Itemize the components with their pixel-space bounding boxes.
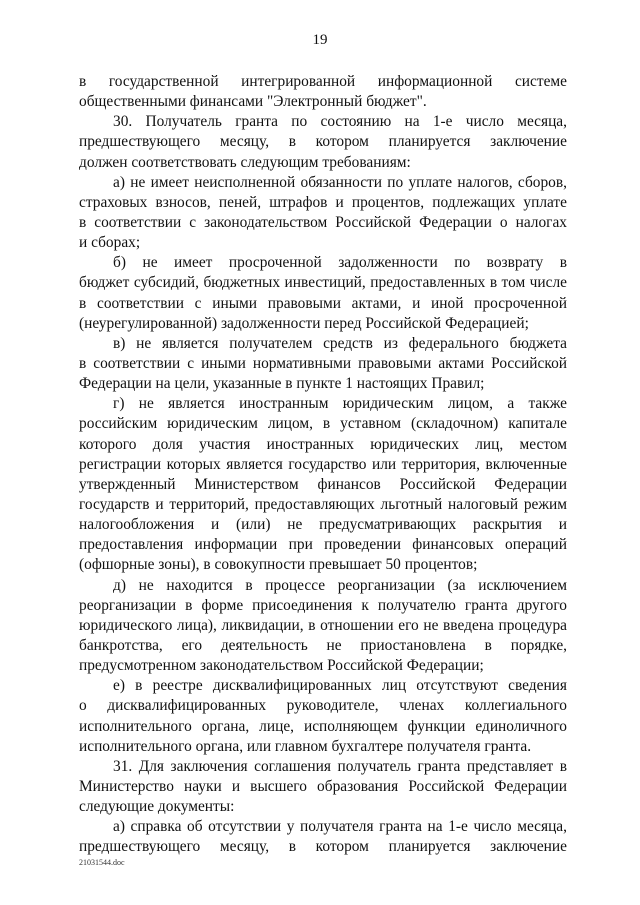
text-line: Министерство науки и высшего образования Российской Федерации [79,777,567,795]
text-line: исполнительного органа, лице, исполняющем функции единоличного [79,717,567,735]
text-line: в соответствии с иными правовыми актами, и иной просроченной [79,294,567,312]
text-line: в соответствии с законодательством Российской Федерации о налогах [79,213,567,231]
text-line: (неурегулированной) задолженности перед Российской Федерацией; [79,314,529,332]
text-line: 30. Получатель гранта по состоянию на 1-е число месяца, [113,113,567,131]
text-line: и сборах; [79,234,141,252]
page-number: 19 [312,32,328,48]
text-line: в государственной интегрированной информационной системе [79,73,567,90]
text-line: государств и территорий, предоставляющих льготный налоговый режим [79,495,567,513]
text-line: д) не находится в процессе реорганизации (за исключением [113,576,567,594]
text-line: следующие документы: [79,798,235,816]
text-line: (офшорные зоны), в совокупности превышает 50 процентов; [79,556,478,574]
text-line: должен соответствовать следующим требованиям: [79,153,411,171]
text-line: г) не является иностранным юридическим лицом, а также [113,395,567,413]
text-line: б) не имеет просроченной задолженности по возврату в [113,254,567,272]
text-line: юридического лица), ликвидации, в отношении его не введена процедура [79,616,567,634]
text-line: российским юридическим лицом, в уставном (складочном) капитале [79,415,567,433]
text-line: общественными финансами "Электронный бюджет". [79,93,427,111]
document-body [79,72,567,857]
text-line: бюджет субсидий, бюджетных инвестиций, предоставленных в том числе [79,274,567,292]
text-line: в соответствии с иными нормативными правовыми актами Российской [79,354,567,372]
text-line: утвержденный Министерством финансов Российской Федерации [79,475,567,493]
text-line: реорганизации в форме присоединения к получателю гранта другого [79,596,567,614]
text-line: банкротства, его деятельность не приостановлена в порядке, [79,636,567,654]
file-footer: 21031544.doc [79,858,125,867]
text-line: страховых взносов, пеней, штрафов и процентов, подлежащих уплате [79,193,567,211]
text-line: в) не является получателем средств из федерального бюджета [113,334,567,352]
text-line: налогообложения и (или) не предусматривающих раскрытия и [79,516,567,534]
text-line: предусмотренном законодательством Российской Федерации; [79,657,484,675]
text-line: о дисквалифицированных руководителе, членах коллегиального [79,697,567,715]
text-line: предшествующего месяцу, в котором планируется заключение [79,838,567,856]
text-line: 31. Для заключения соглашения получатель гранта представляет в [113,757,567,775]
text-line: Федерации на цели, указанные в пункте 1 настоящих Правил; [79,375,485,393]
text-line: регистрации которых является государство или территория, включенные [79,455,567,473]
text-line: которого доля участия иностранных юридических лиц, местом [79,435,567,453]
text-line: исполнительного органа, или главном бухгалтере получателя гранта. [79,737,532,755]
text-line: предоставления информации при проведении финансовых операций [79,536,567,554]
text-line: е) в реестре дисквалифицированных лиц отсутствуют сведения [113,677,567,695]
text-line: предшествующего месяцу, в котором планируется заключение [79,133,567,151]
text-line: а) справка об отсутствии у получателя гранта на 1-е число месяца, [113,818,567,836]
text-line: а) не имеет неисполненной обязанности по уплате налогов, сборов, [113,173,567,191]
